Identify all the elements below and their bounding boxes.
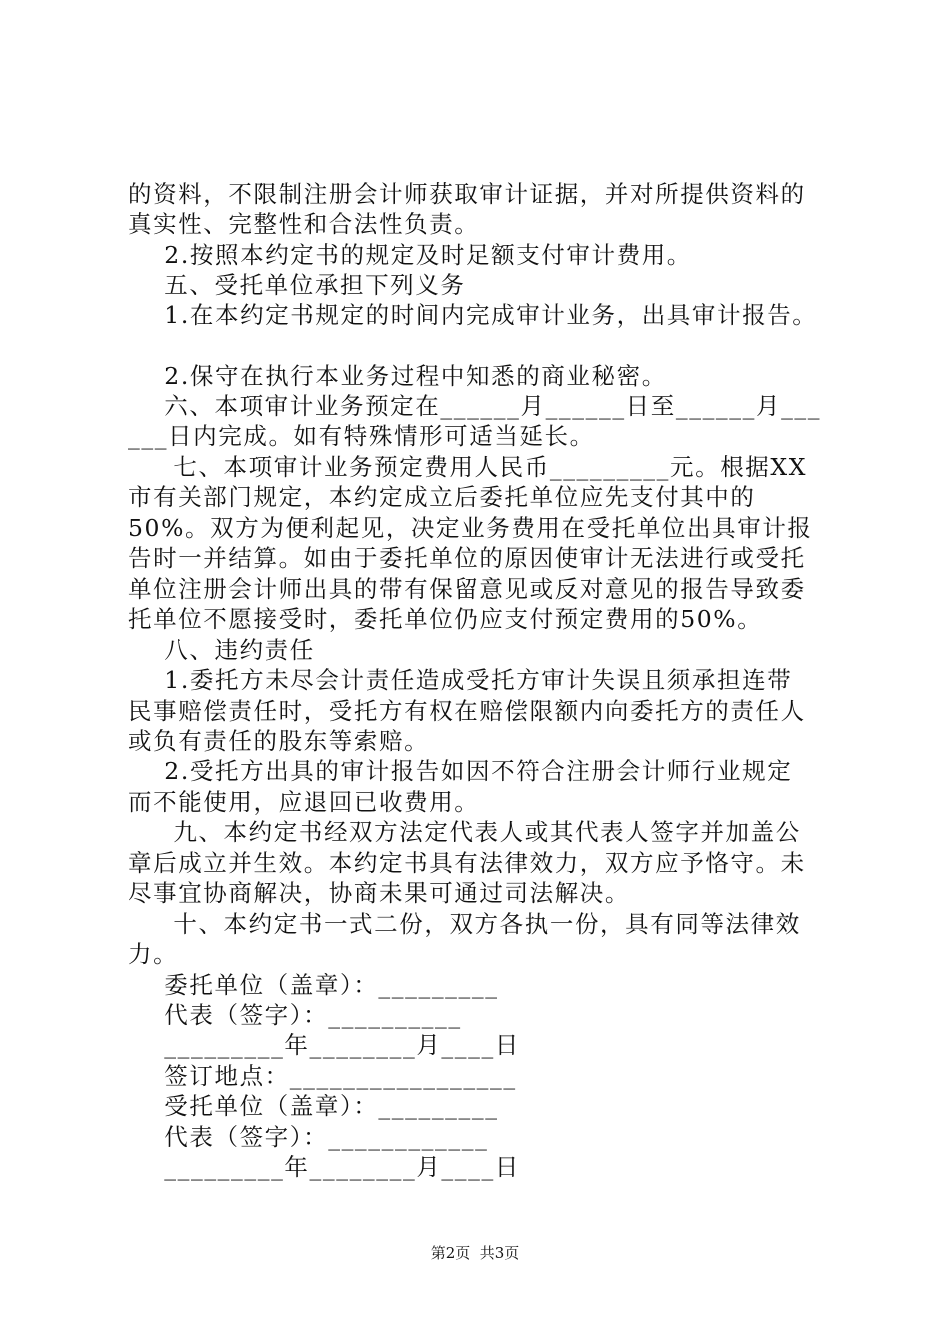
text-line: 或负有责任的股东等索赔。 xyxy=(128,727,430,755)
text-line: 托单位不愿接受时，委托单位仍应支付预定费用的50%。 xyxy=(128,605,763,633)
text-line: 六、本项审计业务预定在______月______日至______月___ xyxy=(128,392,822,420)
text-line: 2.按照本约定书的规定及时足额支付审计费用。 xyxy=(128,241,692,269)
text-line: 2.保守在执行本业务过程中知悉的商业秘密。 xyxy=(128,362,667,390)
section-heading: 五、受托单位承担下列义务 xyxy=(128,271,466,299)
text-line: 市有关部门规定，本约定成立后委托单位应先支付其中的 xyxy=(128,483,756,511)
text-line: 50%。双方为便利起见，决定业务费用在受托单位出具审计报 xyxy=(128,514,813,542)
signature-field-contractor-seal: 受托单位（盖章）：_________ xyxy=(128,1092,499,1120)
signature-field-client-seal: 委托单位（盖章）：_________ xyxy=(128,971,499,999)
page-number-footer: 第2页 共3页 xyxy=(430,1244,520,1262)
text-line: 告时一并结算。如由于委托单位的原因使审计无法进行或受托 xyxy=(128,544,806,572)
text-line: 的资料，不限制注册会计师获取审计证据，并对所提供资料的 xyxy=(128,180,806,208)
text-line: 七、本项审计业务预定费用人民币_________元。根据XX xyxy=(128,453,808,481)
text-line: ___日内完成。如有特殊情形可适当延长。 xyxy=(128,422,595,450)
date-field-contractor: _________年________月____日 xyxy=(128,1153,520,1181)
text-line: 力。 xyxy=(128,940,179,968)
text-line: 民事赔偿责任时，受托方有权在赔偿限额内向委托方的责任人 xyxy=(128,697,806,725)
text-line: 1.委托方未尽会计责任造成受托方审计失误且须承担连带 xyxy=(128,666,793,694)
text-line: 2.受托方出具的审计报告如因不符合注册会计师行业规定 xyxy=(128,757,793,785)
text-line: 十、本约定书一式二份，双方各执一份，具有同等法律效 xyxy=(128,910,801,938)
section-heading: 八、违约责任 xyxy=(128,636,315,664)
signature-field-client-rep: 代表（签字）：__________ xyxy=(128,1001,462,1029)
signing-location-field: 签订地点：_________________ xyxy=(128,1062,517,1090)
text-line: 而不能使用，应退回已收费用。 xyxy=(128,788,480,816)
text-line: 九、本约定书经双方法定代表人或其代表人签字并加盖公 xyxy=(128,818,801,846)
text-line: 1.在本约定书规定的时间内完成审计业务，出具审计报告。 xyxy=(128,301,818,329)
text-line: 真实性、完整性和合法性负责。 xyxy=(128,210,480,238)
date-field-client: _________年________月____日 xyxy=(128,1031,520,1059)
signature-field-contractor-rep: 代表（签字）：____________ xyxy=(128,1123,489,1151)
text-line: 章后成立并生效。本约定书具有法律效力，双方应予恪守。未 xyxy=(128,849,806,877)
text-line: 单位注册会计师出具的带有保留意见或反对意见的报告导致委 xyxy=(128,575,806,603)
text-line: 尽事宜协商解决，协商未果可通过司法解决。 xyxy=(128,879,630,907)
